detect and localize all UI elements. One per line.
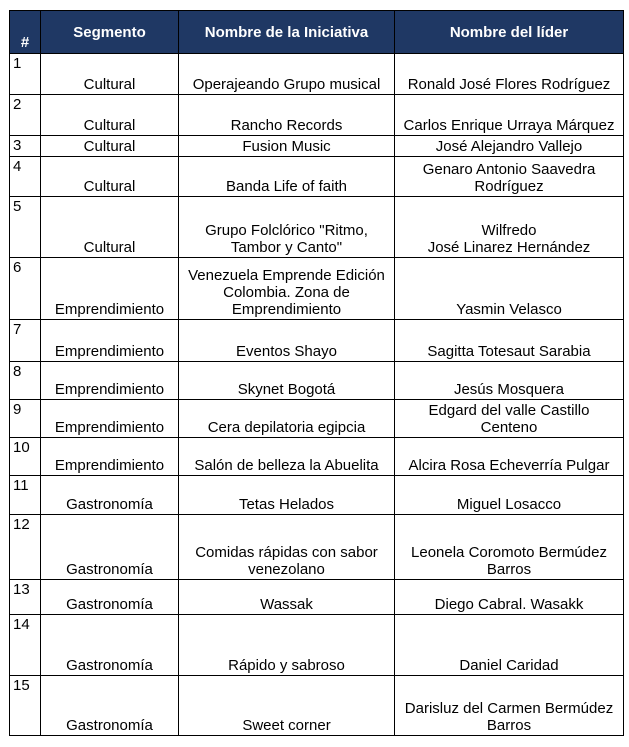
table-row bbox=[10, 400, 624, 438]
leader-cell bbox=[395, 676, 624, 736]
leader-cell bbox=[395, 258, 624, 320]
initiative-cell bbox=[179, 615, 395, 676]
leader-cell bbox=[395, 136, 624, 157]
table-row bbox=[10, 676, 624, 736]
row-number: 4 bbox=[10, 157, 41, 197]
initiative-cell bbox=[179, 438, 395, 476]
leader-cell-line: Centeno bbox=[480, 419, 538, 436]
initiative-cell-line: venezolano bbox=[248, 561, 325, 578]
initiative-cell bbox=[179, 476, 395, 515]
row-number: 7 bbox=[10, 320, 41, 362]
leader-cell bbox=[395, 54, 624, 95]
leader-cell bbox=[395, 95, 624, 136]
initiative-cell-line: Grupo Folclórico "Ritmo, bbox=[205, 222, 368, 239]
segment-cell: Emprendimiento bbox=[41, 438, 179, 476]
leader-cell-line: Jesús Mosquera bbox=[453, 381, 565, 398]
leader-cell-line: Diego Cabral. Wasakk bbox=[434, 596, 584, 613]
leader-cell-line: Edgard del valle Castillo bbox=[428, 402, 590, 419]
initiative-cell bbox=[179, 580, 395, 615]
initiative-cell bbox=[179, 362, 395, 400]
initiative-cell bbox=[179, 136, 395, 157]
segment-cell: Emprendimiento bbox=[41, 362, 179, 400]
row-number: 8 bbox=[10, 362, 41, 400]
row-number: 9 bbox=[10, 400, 41, 438]
initiative-cell-line: Comidas rápidas con sabor bbox=[195, 544, 378, 561]
initiative-cell bbox=[179, 258, 395, 320]
row-number: 14 bbox=[10, 615, 41, 676]
table-row bbox=[10, 54, 624, 95]
table-row bbox=[10, 615, 624, 676]
table-row bbox=[10, 95, 624, 136]
leader-cell-line: Miguel Losacco bbox=[456, 496, 562, 513]
row-number: 10 bbox=[10, 438, 41, 476]
table-row bbox=[10, 438, 624, 476]
table-row bbox=[10, 136, 624, 157]
leader-cell bbox=[395, 362, 624, 400]
leader-cell bbox=[395, 320, 624, 362]
initiative-cell-line: Banda Life of faith bbox=[226, 178, 347, 195]
table-row bbox=[10, 362, 624, 400]
segment-cell: Emprendimiento bbox=[41, 258, 179, 320]
initiative-cell-line: Tambor y Canto" bbox=[230, 239, 343, 256]
row-number: 6 bbox=[10, 258, 41, 320]
leader-cell-line: Genaro Antonio Saavedra bbox=[422, 161, 596, 178]
leader-cell-line: Daniel Caridad bbox=[459, 657, 559, 674]
row-number: 2 bbox=[10, 95, 41, 136]
header-number: # bbox=[10, 11, 41, 54]
initiative-cell bbox=[179, 54, 395, 95]
leader-cell bbox=[395, 476, 624, 515]
initiative-cell-line: Salón de belleza la Abuelita bbox=[194, 457, 379, 474]
initiative-cell-line: Rancho Records bbox=[230, 117, 343, 134]
initiative-cell-line: Sweet corner bbox=[242, 717, 331, 734]
leader-cell bbox=[395, 400, 624, 438]
row-number: 3 bbox=[10, 136, 41, 157]
row-number: 11 bbox=[10, 476, 41, 515]
leader-cell-line: Yasmin Velasco bbox=[456, 301, 562, 318]
header-initiative: Nombre de la Iniciativa bbox=[179, 11, 395, 54]
initiative-cell-line: Fusion Music bbox=[242, 138, 331, 155]
segment-cell: Emprendimiento bbox=[41, 320, 179, 362]
leader-cell-line: Sagitta Totesaut Sarabia bbox=[427, 343, 591, 360]
leader-cell bbox=[395, 438, 624, 476]
initiative-cell bbox=[179, 676, 395, 736]
leader-cell bbox=[395, 515, 624, 580]
initiative-cell-line: Rápido y sabroso bbox=[228, 657, 345, 674]
row-number: 12 bbox=[10, 515, 41, 580]
initiative-cell bbox=[179, 157, 395, 197]
table-row bbox=[10, 320, 624, 362]
leader-cell-line: Leonela Coromoto Bermúdez bbox=[411, 544, 607, 561]
row-number: 13 bbox=[10, 580, 41, 615]
leader-cell-line: José Alejandro Vallejo bbox=[435, 138, 583, 155]
initiative-cell bbox=[179, 197, 395, 258]
segment-cell: Cultural bbox=[41, 157, 179, 197]
table-row bbox=[10, 258, 624, 320]
segment-cell: Gastronomía bbox=[41, 580, 179, 615]
segment-cell: Cultural bbox=[41, 136, 179, 157]
leader-cell bbox=[395, 615, 624, 676]
segment-cell: Cultural bbox=[41, 54, 179, 95]
table-row bbox=[10, 197, 624, 258]
row-number: 15 bbox=[10, 676, 41, 736]
header-leader: Nombre del líder bbox=[395, 11, 624, 54]
initiative-cell bbox=[179, 400, 395, 438]
initiative-cell-line: Wassak bbox=[260, 596, 313, 613]
segment-cell: Gastronomía bbox=[41, 476, 179, 515]
header-segment: Segmento bbox=[41, 11, 179, 54]
header-row bbox=[10, 11, 624, 54]
leader-cell-line: Ronald José Flores Rodríguez bbox=[407, 76, 611, 93]
leader-cell-line: Barros bbox=[486, 717, 532, 734]
segment-cell: Gastronomía bbox=[41, 676, 179, 736]
row-number: 1 bbox=[10, 54, 41, 95]
initiatives-table bbox=[9, 10, 624, 736]
initiative-cell-line: Skynet Bogotá bbox=[237, 381, 336, 398]
segment-cell: Emprendimiento bbox=[41, 400, 179, 438]
segment-cell: Gastronomía bbox=[41, 615, 179, 676]
leader-cell-line: Rodríguez bbox=[474, 178, 544, 195]
table-row bbox=[10, 476, 624, 515]
table-body bbox=[10, 54, 624, 736]
initiative-cell-line: Emprendimiento bbox=[231, 301, 342, 318]
leader-cell bbox=[395, 580, 624, 615]
table-row bbox=[10, 515, 624, 580]
segment-cell: Cultural bbox=[41, 95, 179, 136]
initiative-cell-line: Tetas Helados bbox=[238, 496, 335, 513]
initiative-cell-line: Cera depilatoria egipcia bbox=[207, 419, 366, 436]
initiative-cell bbox=[179, 320, 395, 362]
initiative-cell-line: Eventos Shayo bbox=[236, 343, 337, 360]
initiative-cell-line: Venezuela Emprende Edición bbox=[188, 267, 385, 284]
initiative-cell-line: Colombia. Zona de bbox=[223, 284, 350, 301]
leader-cell bbox=[395, 197, 624, 258]
segment-cell: Gastronomía bbox=[41, 515, 179, 580]
initiative-cell bbox=[179, 515, 395, 580]
leader-cell-line: José Linarez Hernández bbox=[427, 239, 591, 256]
leader-cell-line: Alcira Rosa Echeverría Pulgar bbox=[408, 457, 610, 474]
initiative-cell-line: Operajeando Grupo musical bbox=[192, 76, 381, 93]
table-row bbox=[10, 157, 624, 197]
table-row bbox=[10, 580, 624, 615]
leader-cell-line: Wilfredo bbox=[481, 222, 537, 239]
leader-cell bbox=[395, 157, 624, 197]
segment-cell: Cultural bbox=[41, 197, 179, 258]
leader-cell-line: Carlos Enrique Urraya Márquez bbox=[403, 117, 615, 134]
leader-cell-line: Barros bbox=[486, 561, 532, 578]
leader-cell-line: Darisluz del Carmen Bermúdez bbox=[404, 700, 614, 717]
initiative-cell bbox=[179, 95, 395, 136]
row-number: 5 bbox=[10, 197, 41, 258]
